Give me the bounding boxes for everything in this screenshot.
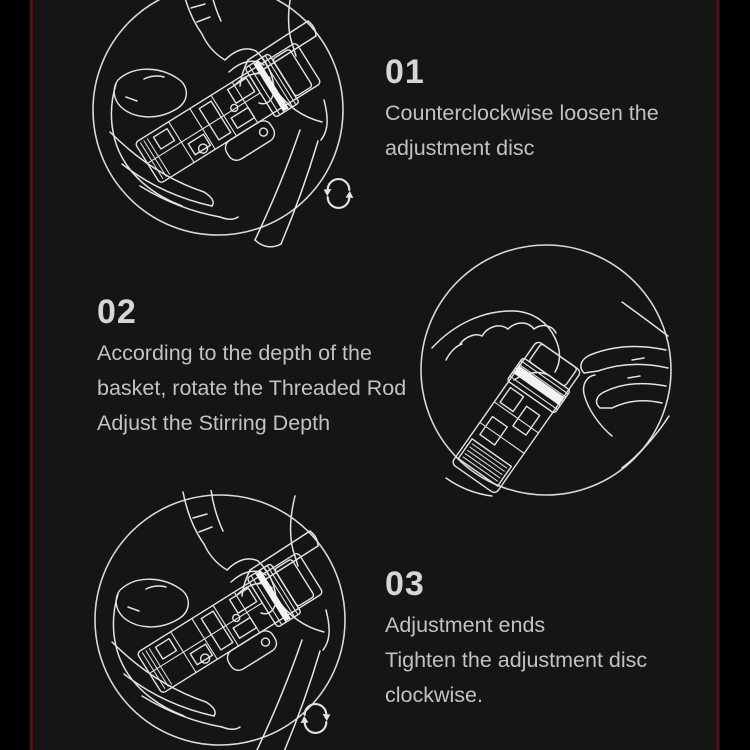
step-1-line-1: Counterclockwise loosen the: [385, 101, 659, 125]
right-black-strip: [720, 0, 750, 750]
left-red-accent-line: [29, 0, 34, 750]
step-2-line-1: According to the depth of the: [97, 341, 372, 365]
step-3-line-1: Adjustment ends: [385, 613, 546, 637]
hands-loosening-adjustment-disc-drawing: [88, 0, 348, 252]
step-2-line-2: basket, rotate the Threaded Rod: [97, 376, 407, 400]
clockwise-rotation-icon: [300, 701, 331, 741]
step-1-number: 01: [385, 53, 425, 91]
left-black-strip: [0, 0, 29, 750]
step-3-line-2: Tighten the adjustment disc: [385, 648, 648, 672]
hands-rotating-threaded-rod-drawing: [416, 240, 676, 502]
step-3-number: 03: [385, 565, 425, 603]
step-3-line-3: clockwise.: [385, 683, 483, 707]
step-1-line-2: adjustment disc: [385, 136, 535, 160]
step-2-number: 02: [97, 293, 137, 331]
step-1-text: [385, 54, 715, 166]
step-2-illustration: [416, 240, 676, 502]
step-1-illustration: [88, 0, 348, 252]
step-3-text: [385, 566, 715, 713]
step-2-line-3: Adjust the Stirring Depth: [97, 411, 331, 435]
counterclockwise-rotation-icon: [323, 176, 354, 216]
step-2-text: [97, 294, 427, 441]
